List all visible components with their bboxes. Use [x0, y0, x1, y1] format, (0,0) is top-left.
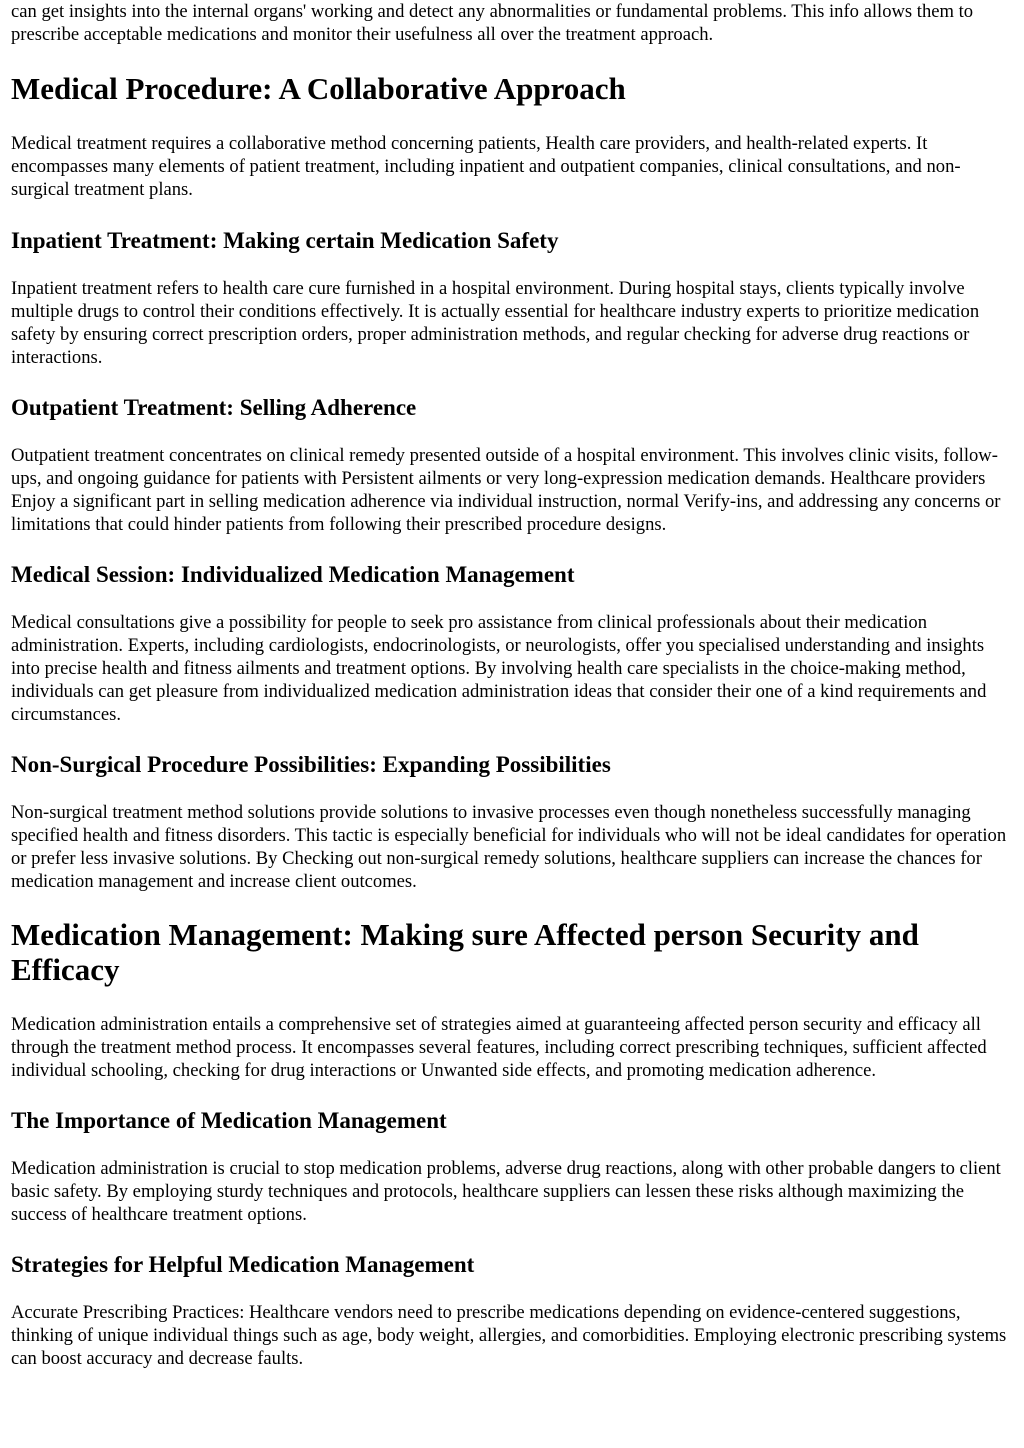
section-heading-strategies: Strategies for Helpful Medication Management: [11, 1252, 475, 1277]
intro-paragraph: can get insights into the internal organs' working and detect any abnormalities or fundamental problems. This info allows them to prescribe acceptable medications and monitor their usefulness all over the treatment approach.: [11, 1, 974, 45]
section-heading-inpatient-treatment: Inpatient Treatment: Making certain Medication Safety: [11, 228, 559, 253]
section-paragraph-collaborative-approach: Medical treatment requires a collaborative method concerning patients, Health care providers, and health-related experts. It encompasses many elements of patient treatment, including inpatient and outpatient companies, clinical consultations, and non-surgical treatment plans.: [11, 133, 961, 200]
section-heading-outpatient-treatment: Outpatient Treatment: Selling Adherence: [11, 395, 417, 420]
section-heading-medication-management: Medication Management: Making sure Affected person Security and Efficacy: [11, 917, 919, 987]
section-paragraph-non-surgical: Non-surgical treatment method solutions provide solutions to invasive processes even though nonetheless successfully managing specified health and fitness disorders. This tactic is especially beneficial for individuals who will not be ideal candidates for operation or prefer less invasive solutions. By Checking out non-surgical remedy solutions, healthcare suppliers can increase the chances for medication management and increase client outcomes.: [11, 802, 1007, 892]
section-heading-collaborative-approach: Medical Procedure: A Collaborative Approach: [11, 71, 626, 106]
section-paragraph-importance: Medication administration is crucial to stop medication problems, adverse drug reactions, along with other probable dangers to client basic safety. By employing sturdy techniques and protocols, healthcare suppliers can lessen these risks although maximizing the success of healthcare treatment options.: [11, 1158, 1001, 1225]
section-heading-medical-session: Medical Session: Individualized Medication Management: [11, 562, 575, 587]
section-heading-non-surgical: Non-Surgical Procedure Possibilities: Expanding Possibilities: [11, 752, 611, 777]
section-paragraph-medical-session: Medical consultations give a possibility for people to seek pro assistance from clinical professionals about their medication administration. Experts, including cardiologists, endocrinologists, or neurologists, offer you specialised understanding and insights into precise health and fitness ailments and treatment options. By involving health care specialists in the choice-making method, individuals can get pleasure from individualized medication administration ideas that consider their one of a kind requirements and circumstances.: [11, 612, 987, 725]
section-paragraph-strategies: Accurate Prescribing Practices: Healthcare vendors need to prescribe medications depending on evidence-centered suggestions, thinking of unique individual things such as age, body weight, allergies, and comorbidities. Employing electronic prescribing systems can boost accuracy and decrease faults.: [11, 1302, 1007, 1369]
section-paragraph-inpatient-treatment: Inpatient treatment refers to health care cure furnished in a hospital environment. During hospital stays, clients typically involve multiple drugs to control their conditions effectively. It is actually essential for healthcare industry experts to prioritize medication safety by ensuring correct prescription orders, proper administration methods, and regular checking for adverse drug reactions or interactions.: [11, 278, 980, 368]
section-paragraph-medication-management: Medication administration entails a comprehensive set of strategies aimed at guaranteeing affected person security and efficacy all through the treatment method process. It encompasses several features, including correct prescribing techniques, sufficient affected individual schooling, checking for drug interactions or Unwanted side effects, and promoting medication adherence.: [11, 1014, 987, 1081]
section-paragraph-outpatient-treatment: Outpatient treatment concentrates on clinical remedy presented outside of a hospital environment. This involves clinic visits, follow-ups, and ongoing guidance for patients with Persistent ailments or very long-expression medication demands. Healthcare providers Enjoy a significant part in selling medication adherence via individual instruction, normal Verify-ins, and addressing any concerns or limitations that could hinder patients from following their prescribed procedure designs.: [11, 445, 1001, 535]
section-heading-importance: The Importance of Medication Management: [11, 1108, 447, 1133]
